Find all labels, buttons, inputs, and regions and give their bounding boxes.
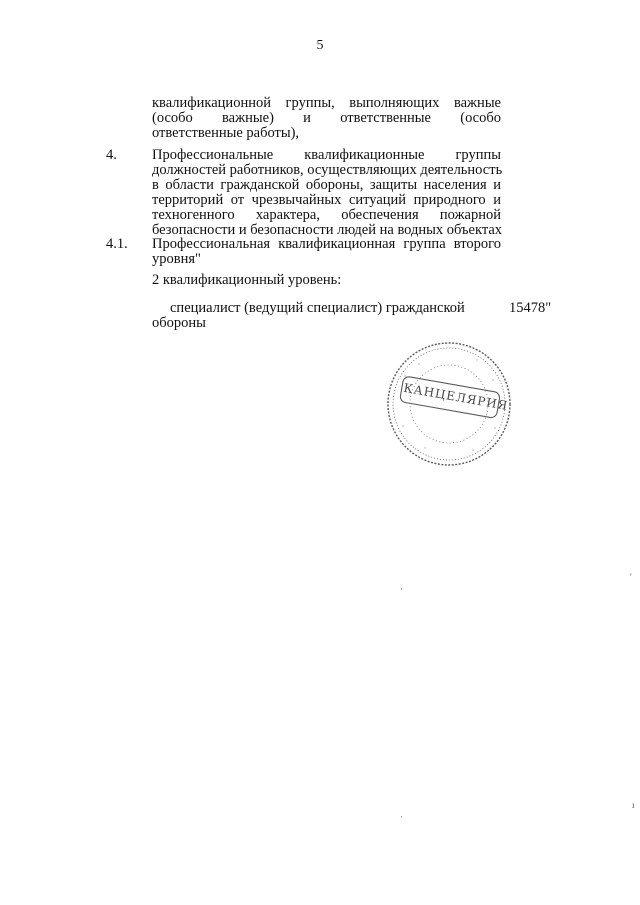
- section-4-line: должностей работников, осуществляющих деятельность: [152, 162, 503, 178]
- scan-speck: ': [630, 572, 632, 582]
- position-line: обороны: [152, 315, 206, 331]
- scan-speck: ·: [400, 812, 403, 822]
- section-4-line: территорий от чрезвычайных ситуаций природного и: [152, 192, 501, 208]
- position-title: [152, 301, 482, 331]
- section-4-1-number: 4.1.: [106, 236, 128, 252]
- section-4-line: техногенного характера, обеспечения пожарной: [152, 207, 501, 223]
- section-4-title: [152, 148, 501, 238]
- page-number: 5: [316, 38, 324, 53]
- qualification-level-label: 2 квалификационный уровень:: [152, 272, 342, 288]
- position-line: специалист (ведущий специалист) гражданской: [170, 300, 465, 316]
- section-4-number: 4.: [106, 147, 117, 163]
- continuation-line: (особо важные) и ответственные (особо: [152, 110, 501, 126]
- continuation-line: квалификационной группы, выполняющих важные: [152, 95, 501, 111]
- section-4-line: Профессиональные квалификационные группы: [152, 147, 501, 163]
- stamp-text: КАНЦЕЛЯРИЯ: [402, 380, 510, 413]
- continuation-line: ответственные работы),: [152, 125, 300, 141]
- chancellery-stamp: [385, 340, 513, 468]
- section-4-1-title: [152, 237, 501, 267]
- scan-speck: ı: [632, 800, 635, 810]
- section-4-1-line: уровня": [152, 251, 201, 267]
- salary-amount: 15478": [509, 300, 552, 316]
- continuation-paragraph: [152, 96, 501, 141]
- section-4-line: безопасности и безопасности людей на водных объектах: [152, 222, 503, 238]
- section-4-1-line: Профессиональная квалификационная группа второго: [152, 236, 501, 252]
- scan-speck: ·: [400, 584, 403, 594]
- section-4-line: в области гражданской обороны, защиты населения и: [152, 177, 501, 193]
